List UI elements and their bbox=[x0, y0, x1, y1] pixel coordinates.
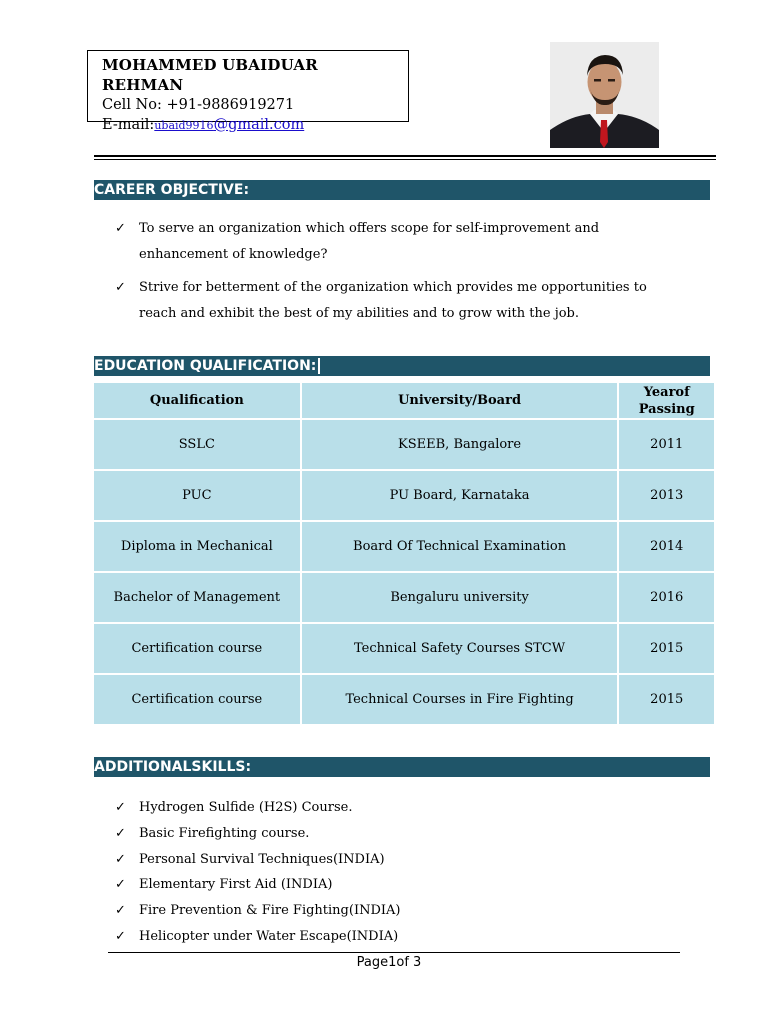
cell-university: Bengaluru university bbox=[301, 572, 619, 623]
profile-photo bbox=[550, 42, 659, 148]
education-heading bbox=[94, 356, 710, 376]
checkmark-icon: ✓ bbox=[115, 928, 126, 944]
page-number: Page1of 3 bbox=[356, 955, 422, 970]
additional-skills-heading bbox=[94, 757, 710, 777]
email-line bbox=[102, 115, 394, 136]
skill-text: Elementary First Aid (INDIA) bbox=[139, 877, 333, 893]
table-row bbox=[94, 623, 714, 674]
cell-qualification: Certification course bbox=[94, 674, 301, 725]
skill-text: Helicopter under Water Escape(INDIA) bbox=[139, 928, 399, 944]
email-link[interactable] bbox=[154, 117, 304, 133]
list-item bbox=[115, 847, 400, 873]
skill-text: Fire Prevention & Fire Fighting(INDIA) bbox=[139, 903, 401, 919]
table-row bbox=[94, 470, 714, 521]
cell-year: 2015 bbox=[618, 674, 714, 725]
list-item bbox=[115, 821, 400, 847]
table-header-row bbox=[94, 383, 714, 419]
career-objective-heading bbox=[94, 180, 710, 200]
list-item bbox=[115, 216, 659, 268]
cell-qualification: Certification course bbox=[94, 623, 301, 674]
table-row bbox=[94, 419, 714, 470]
footer-rule bbox=[108, 952, 680, 953]
table-row bbox=[94, 674, 714, 725]
cell-qualification: PUC bbox=[94, 470, 301, 521]
cell-line bbox=[102, 95, 394, 115]
cell-qualification: Diploma in Mechanical bbox=[94, 521, 301, 572]
cell-year: 2014 bbox=[618, 521, 714, 572]
table-row bbox=[94, 572, 714, 623]
list-item bbox=[115, 795, 400, 821]
skill-text: Basic Firefighting course. bbox=[139, 825, 310, 841]
email-label: E-mail: bbox=[102, 117, 155, 133]
skill-text: Personal Survival Techniques(INDIA) bbox=[139, 851, 385, 867]
checkmark-icon: ✓ bbox=[115, 280, 126, 295]
skill-text: Hydrogen Sulfide (H2S) Course. bbox=[139, 800, 353, 815]
cell-year: 2015 bbox=[618, 623, 714, 674]
cell-year: 2016 bbox=[618, 572, 714, 623]
cell-qualification: SSLC bbox=[94, 419, 301, 470]
list-item bbox=[115, 898, 400, 924]
email-user: ubaid9916 bbox=[154, 119, 214, 132]
cell-value: +91-9886919271 bbox=[166, 97, 295, 113]
cell-year: 2011 bbox=[618, 419, 714, 470]
header-rule-thick bbox=[94, 155, 716, 157]
checkmark-icon: ✓ bbox=[115, 877, 126, 893]
checkmark-icon: ✓ bbox=[115, 851, 126, 867]
career-objective-list bbox=[115, 216, 659, 334]
table-row bbox=[94, 521, 714, 572]
profile-photo-graphic bbox=[550, 42, 659, 148]
education-table bbox=[94, 383, 714, 726]
cell-university: Technical Safety Courses STCW bbox=[301, 623, 619, 674]
cell-university: KSEEB, Bangalore bbox=[301, 419, 619, 470]
cell-year: 2013 bbox=[618, 470, 714, 521]
list-item bbox=[115, 924, 400, 950]
cell-qualification: Bachelor of Management bbox=[94, 572, 301, 623]
checkmark-icon: ✓ bbox=[115, 221, 126, 236]
column-header-qualification: Qualification bbox=[94, 383, 301, 419]
career-objective-text: To serve an organization which offers scope for self-improvement and enhancement of knowledge? bbox=[139, 221, 600, 262]
career-objective-heading-text: CAREER OBJECTIVE: bbox=[94, 182, 250, 198]
cell-university: PU Board, Karnataka bbox=[301, 470, 619, 521]
candidate-name: MOHAMMED UBAIDUAR REHMAN bbox=[102, 56, 318, 94]
email-domain: @gmail.com bbox=[213, 117, 305, 133]
checkmark-icon: ✓ bbox=[115, 825, 126, 841]
column-header-year: Yearof Passing bbox=[618, 383, 714, 419]
checkmark-icon: ✓ bbox=[115, 800, 126, 815]
additional-skills-list bbox=[115, 795, 400, 950]
cell-label: Cell No: bbox=[102, 97, 162, 113]
cell-university: Technical Courses in Fire Fighting bbox=[301, 674, 619, 725]
additional-skills-heading-text: ADDITIONALSKILLS: bbox=[94, 759, 252, 775]
list-item bbox=[115, 872, 400, 898]
contact-box bbox=[87, 50, 409, 133]
education-heading-text: EDUCATION QUALIFICATION: bbox=[94, 358, 320, 374]
list-item bbox=[115, 275, 659, 327]
career-objective-text: Strive for betterment of the organization which provides me opportunities to reach and exhibit the best of my abilities and to grow with the job. bbox=[139, 280, 647, 321]
header-rule-thin bbox=[94, 159, 716, 160]
checkmark-icon: ✓ bbox=[115, 903, 126, 919]
cell-university: Board Of Technical Examination bbox=[301, 521, 619, 572]
column-header-university: University/Board bbox=[301, 383, 619, 419]
